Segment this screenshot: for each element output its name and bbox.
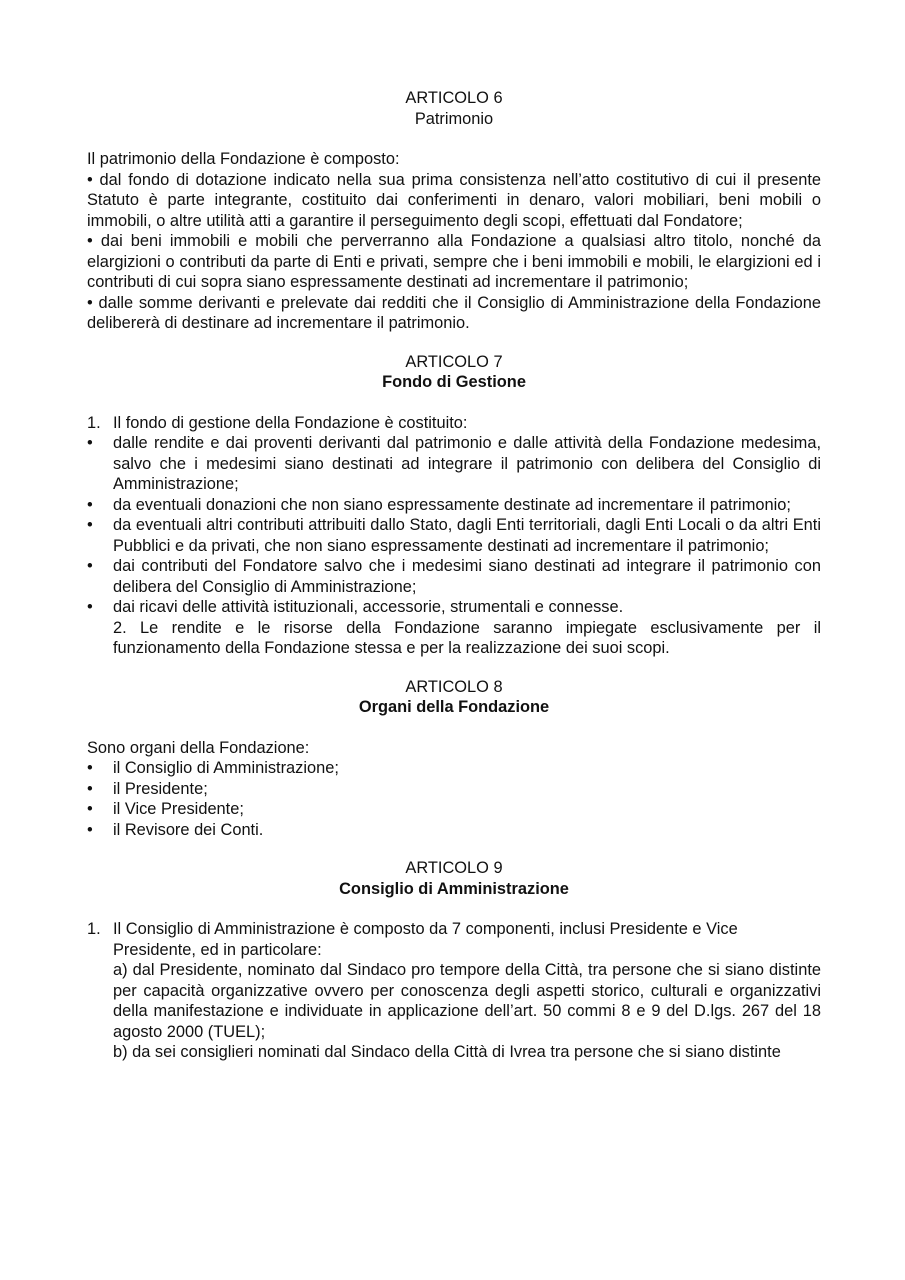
list-item: • dai ricavi delle attività istituzionali, accessorie, strumentali e connesse. bbox=[87, 597, 821, 618]
list-item: • dai contributi del Fondatore salvo che i medesimi siano destinati ad integrare il patrimonio con delibera del Consiglio di Amministrazione; bbox=[87, 556, 821, 597]
article-8-intro: Sono organi della Fondazione: bbox=[87, 738, 310, 757]
clause-number: 1. bbox=[87, 920, 101, 938]
article-6-paragraph: • dal fondo di dotazione indicato nella sua prima consistenza nell’atto costitutivo di cui il presente Statuto è parte integrante, costituito dai conferimenti in denaro, valori mobiliari, beni mobili o immobili, o altre utilità atti a garantire il perseguimento degli scopi, effettuati dal Fondatore; bbox=[87, 170, 821, 230]
article-9-intro: Il Consiglio di Amministrazione è composto da 7 componenti, inclusi Presidente e Vice Presidente, ed in particolare: bbox=[113, 920, 738, 959]
article-6-heading: ARTICOLO 6 bbox=[405, 89, 503, 107]
article-9-clause-a: a) dal Presidente, nominato dal Sindaco pro tempore della Città, tra persone che si siano distinte per capacità organizzative ovvero per conoscenza degli aspetti storico, culturali e organizzativi della manifestazione e individuate in applicazione dell’art. 50 commi 8 e 9 del D.lgs. 267 del 18 agosto 2000 (TUEL); bbox=[113, 961, 821, 1041]
list-item: • dalle rendite e dai proventi derivanti dal patrimonio e dalle attività della Fondazione medesima, salvo che i medesimi siano destinati ad integrare il patrimonio con delibera del Consiglio di Amministrazione; bbox=[87, 433, 821, 495]
article-6-title: Patrimonio bbox=[414, 109, 494, 128]
list-item: • il Presidente; bbox=[87, 779, 821, 800]
article-6-paragraph: • dai beni immobili e mobili che perverranno alla Fondazione a qualsiasi altro titolo, nonché da elargizioni o contributi da parte di Enti e privati, sempre che i beni immobili e mobili, le elargizioni ed i contributi di cui sopra siano espressamente destinati ad incrementare il patrimonio; bbox=[87, 232, 821, 291]
article-7-heading: ARTICOLO 7 bbox=[405, 352, 503, 371]
article-6-intro: Il patrimonio della Fondazione è composto: bbox=[87, 150, 400, 168]
article-7-title: Fondo di Gestione bbox=[382, 373, 526, 391]
article-7-intro: Il fondo di gestione della Fondazione è costituito: bbox=[113, 413, 468, 432]
article-6-paragraph: • dalle somme derivanti e prelevate dai redditi che il Consiglio di Amministrazione della Fondazione delibererà di destinare ad incrementare il patrimonio. bbox=[87, 293, 821, 332]
article-8-heading: ARTICOLO 8 bbox=[405, 677, 503, 696]
clause-number: 1. bbox=[87, 413, 101, 432]
article-9-title: Consiglio di Amministrazione bbox=[339, 879, 569, 898]
list-item: • il Consiglio di Amministrazione; bbox=[87, 758, 821, 779]
list-item: • da eventuali altri contributi attribuiti dallo Stato, dagli Enti territoriali, dagli Enti Locali o da altri Enti Pubblici e da privati, che non siano espressamente destinati ad incrementare il patrimonio; bbox=[87, 515, 821, 556]
article-7-clause-2: 2. Le rendite e le risorse della Fondazione saranno impiegate esclusivamente per il funzionamento della Fondazione stessa e per la realizzazione dei suoi scopi. bbox=[113, 618, 821, 657]
list-item: • il Vice Presidente; bbox=[87, 799, 821, 820]
article-7-list bbox=[87, 433, 821, 618]
article-9-clause-b: b) da sei consiglieri nominati dal Sindaco della Città di Ivrea tra persone che si siano distinte bbox=[113, 1043, 781, 1061]
list-item: • da eventuali donazioni che non siano espressamente destinate ad incrementare il patrimonio; bbox=[87, 495, 821, 516]
article-8-title: Organi della Fondazione bbox=[358, 698, 550, 716]
article-7-clause-1 bbox=[87, 413, 821, 434]
article-9-clause-1 bbox=[87, 919, 821, 960]
article-9-heading: ARTICOLO 9 bbox=[405, 859, 503, 877]
list-item: • il Revisore dei Conti. bbox=[87, 820, 821, 841]
article-8-list bbox=[87, 758, 821, 840]
document-page bbox=[87, 88, 821, 1063]
